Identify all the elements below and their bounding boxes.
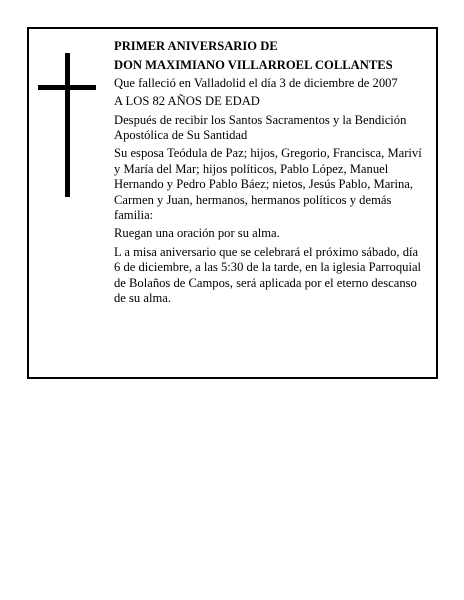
age-line: A LOS 82 AÑOS DE EDAD	[114, 94, 260, 109]
notice-heading: PRIMER ANIVERSARIO DE	[114, 39, 278, 53]
prayer-line: Ruegan una oración por su alma.	[114, 226, 280, 241]
notice-text-block	[114, 39, 422, 310]
deceased-name: DON MAXIMIANO VILLARROEL COLLANTES	[114, 58, 393, 73]
mass-line: L a misa aniversario que se celebrará el próximo sábado, día 6 de diciembre, a las 5:30 de la tarde, en la iglesia Parroquial de Bolaños de Campos, será aplicada por el eterno descanso de su alma.	[114, 244, 422, 306]
sacraments-line: Después de recibir los Santos Sacramentos y la Bendición Apostólica de Su Santidad	[114, 112, 407, 143]
family-line: Su esposa Teódula de Paz; hijos, Gregorio, Francisca, Mariví y María del Mar; hijos políticos, Pablo López, Manuel Hernando y Pedro Pablo Báez; nietos, Jesús Pablo, Marina, Carmen y Juan, hermanos, hermanos políticos y demás familia:	[114, 146, 422, 223]
death-date-line: Que falleció en Valladolid el día 3 de diciembre de 2007	[114, 75, 398, 90]
cross-horizontal-bar	[38, 85, 96, 90]
cross-vertical-bar	[65, 53, 70, 197]
cross-icon	[38, 53, 96, 197]
